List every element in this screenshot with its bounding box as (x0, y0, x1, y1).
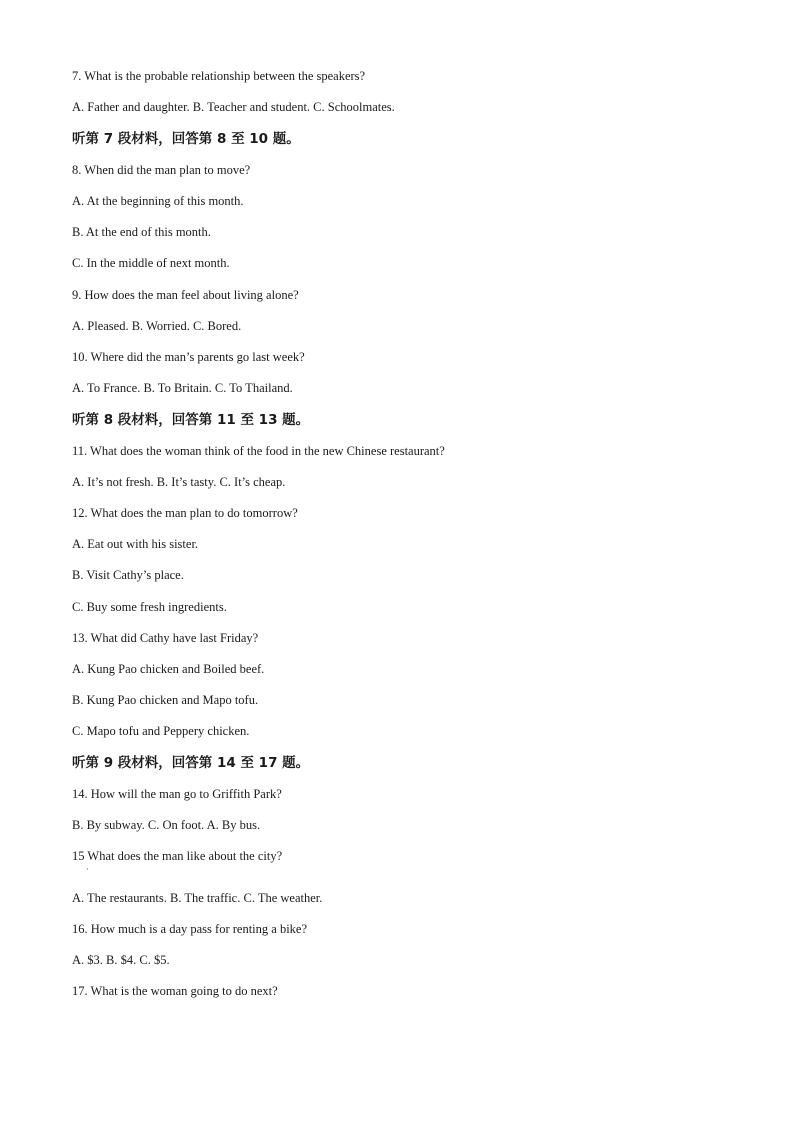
question-14: 14. How will the man go to Griffith Park? (72, 787, 282, 801)
options-9: A. Pleased. B. Worried. C. Bored. (72, 319, 242, 333)
option-13a: A. Kung Pao chicken and Boiled beef. (72, 662, 265, 676)
question-9: 9. How does the man feel about living alone? (72, 288, 299, 302)
option-12b: B. Visit Cathy’s place. (72, 568, 184, 582)
option-8a: A. At the beginning of this month. (72, 194, 244, 208)
section-heading-7: 听第 7 段材料，回答第 8 至 10 题。 (72, 131, 300, 147)
options-16: A. $3. B. $4. C. $5. (72, 953, 170, 967)
question-15: 15 What does the man like about the city? (72, 849, 283, 863)
option-13b: B. Kung Pao chicken and Mapo tofu. (72, 693, 259, 707)
option-12c: C. Buy some fresh ingredients. (72, 600, 227, 614)
question-17: 17. What is the woman going to do next? (72, 984, 278, 998)
option-13c: C. Mapo tofu and Peppery chicken. (72, 724, 250, 738)
stray-dot-mark: · (86, 865, 89, 874)
question-10: 10. Where did the man’s parents go last week? (72, 350, 305, 364)
question-13: 13. What did Cathy have last Friday? (72, 631, 259, 645)
section-heading-9: 听第 9 段材料，回答第 14 至 17 题。 (72, 755, 310, 771)
question-16: 16. How much is a day pass for renting a bike? (72, 922, 308, 936)
question-7: 7. What is the probable relationship between the speakers? (72, 69, 366, 83)
options-7: A. Father and daughter. B. Teacher and student. C. Schoolmates. (72, 100, 395, 114)
option-8c: C. In the middle of next month. (72, 256, 230, 270)
options-15: A. The restaurants. B. The traffic. C. The weather. (72, 891, 323, 905)
section-heading-8: 听第 8 段材料，回答第 11 至 13 题。 (72, 412, 310, 428)
question-8: 8. When did the man plan to move? (72, 163, 251, 177)
question-12: 12. What does the man plan to do tomorrow? (72, 506, 298, 520)
option-8b: B. At the end of this month. (72, 225, 211, 239)
options-14: B. By subway. C. On foot. A. By bus. (72, 818, 261, 832)
question-11: 11. What does the woman think of the food in the new Chinese restaurant? (72, 444, 445, 458)
options-10: A. To France. B. To Britain. C. To Thailand. (72, 381, 293, 395)
options-11: A. It’s not fresh. B. It’s tasty. C. It’s cheap. (72, 475, 286, 489)
option-12a: A. Eat out with his sister. (72, 537, 199, 551)
